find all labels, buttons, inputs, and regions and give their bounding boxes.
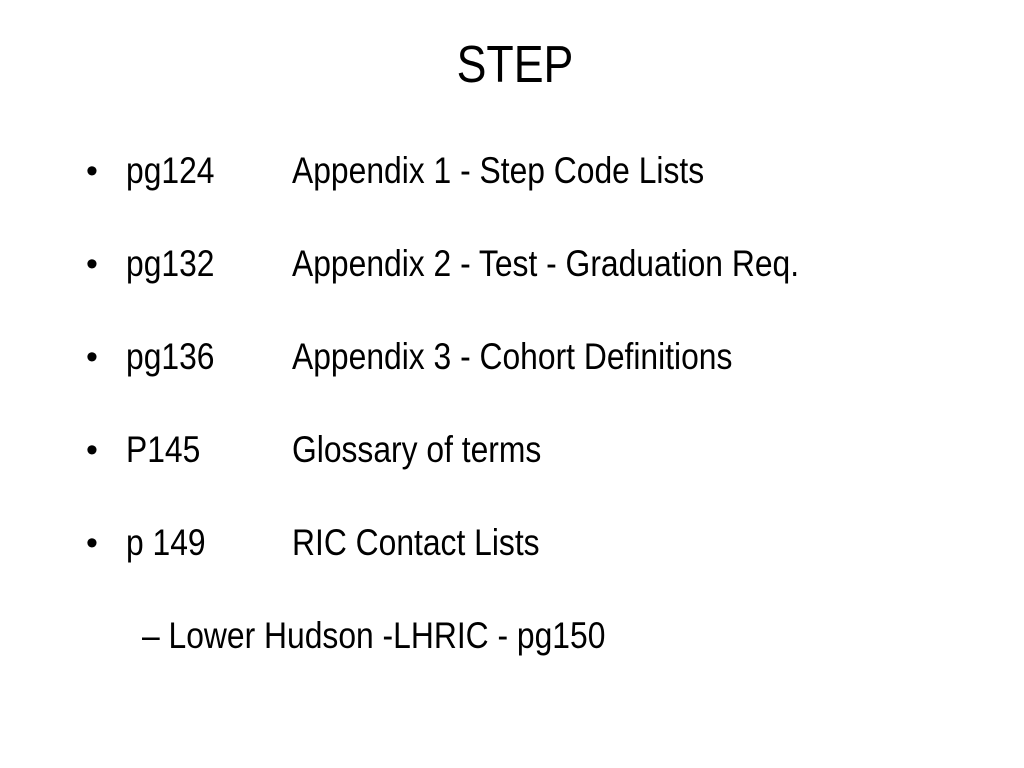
bullet-description: Appendix 3 - Cohort Definitions bbox=[292, 336, 733, 377]
bullet-page-ref: pg124 bbox=[126, 150, 215, 191]
bullet-marker: • bbox=[86, 338, 98, 376]
bullet-description: Glossary of terms bbox=[292, 429, 542, 470]
bullet-description: Appendix 2 - Test - Graduation Req. bbox=[292, 243, 800, 284]
slide-title: STEP bbox=[456, 36, 574, 94]
bullet-marker: • bbox=[86, 152, 98, 190]
bullet-description: RIC Contact Lists bbox=[292, 522, 540, 563]
bullet-marker: • bbox=[86, 524, 98, 562]
bullet-marker: • bbox=[86, 245, 98, 283]
bullet-marker: • bbox=[86, 431, 98, 469]
sub-bullet-item: – Lower Hudson -LHRIC - pg150 bbox=[142, 615, 606, 656]
bullet-page-ref: P145 bbox=[126, 429, 201, 470]
bullet-page-ref: p 149 bbox=[126, 522, 206, 563]
bullet-page-ref: pg136 bbox=[126, 336, 215, 377]
bullet-page-ref: pg132 bbox=[126, 243, 215, 284]
bullet-description: Appendix 1 - Step Code Lists bbox=[292, 150, 705, 191]
